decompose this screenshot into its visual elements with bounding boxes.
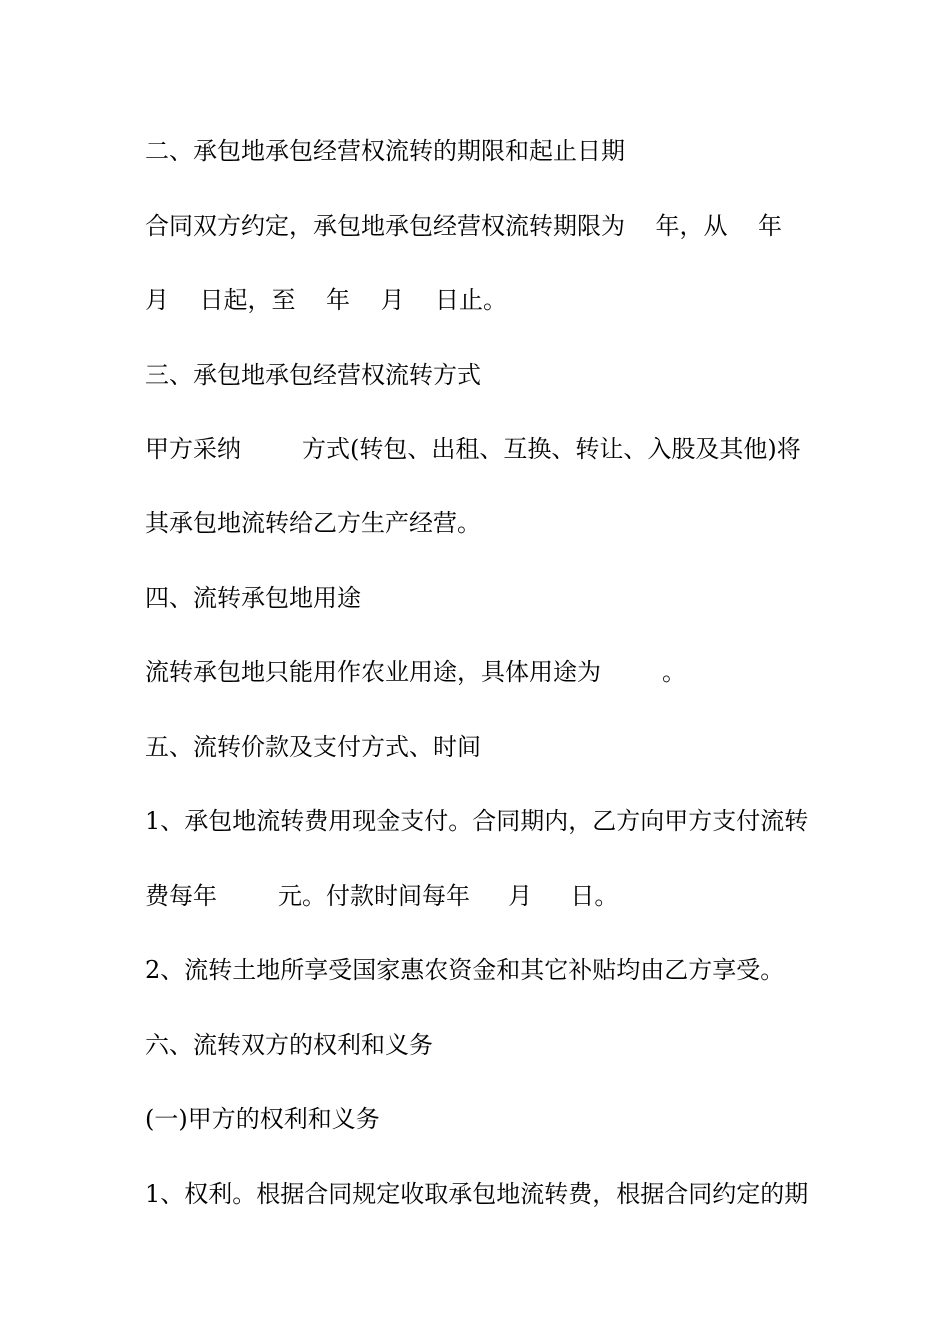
heading-transfer-method: 三、承包地承包经营权流转方式 — [145, 361, 481, 389]
paragraph-term-line-2: 月 日起，至 年 月 日止。 — [145, 286, 508, 314]
paragraph-method-line-2: 其承包地流转给乙方生产经营。 — [145, 509, 481, 537]
heading-term-and-dates: 二、承包地承包经营权流转的期限和起止日期 — [145, 137, 625, 165]
heading-price-and-payment: 五、流转价款及支付方式、时间 — [145, 733, 481, 761]
paragraph-subsidy: 2、流转土地所享受国家惠农资金和其它补贴均由乙方享受。 — [145, 956, 785, 984]
heading-land-use: 四、流转承包地用途 — [145, 584, 361, 612]
heading-rights-obligations: 六、流转双方的权利和义务 — [145, 1031, 433, 1059]
paragraph-term-line-1: 合同双方约定，承包地承包经营权流转期限为 年，从 年 — [145, 212, 783, 240]
subheading-party-a-rights: (一)甲方的权利和义务 — [145, 1105, 380, 1133]
paragraph-payment-line-1: 1、承包地流转费用现金支付。合同期内，乙方向甲方支付流转 — [145, 807, 809, 835]
paragraph-party-a-rights: 1、权利。根据合同规定收取承包地流转费，根据合同约定的期 — [145, 1180, 809, 1208]
paragraph-land-use: 流转承包地只能用作农业用途，具体用途为 。 — [145, 658, 687, 686]
paragraph-payment-line-2: 费每年 元。付款时间每年 月 日。 — [145, 882, 619, 910]
paragraph-method-line-1: 甲方采纳 方式(转包、出租、互换、转让、入股及其他)将 — [145, 435, 801, 463]
